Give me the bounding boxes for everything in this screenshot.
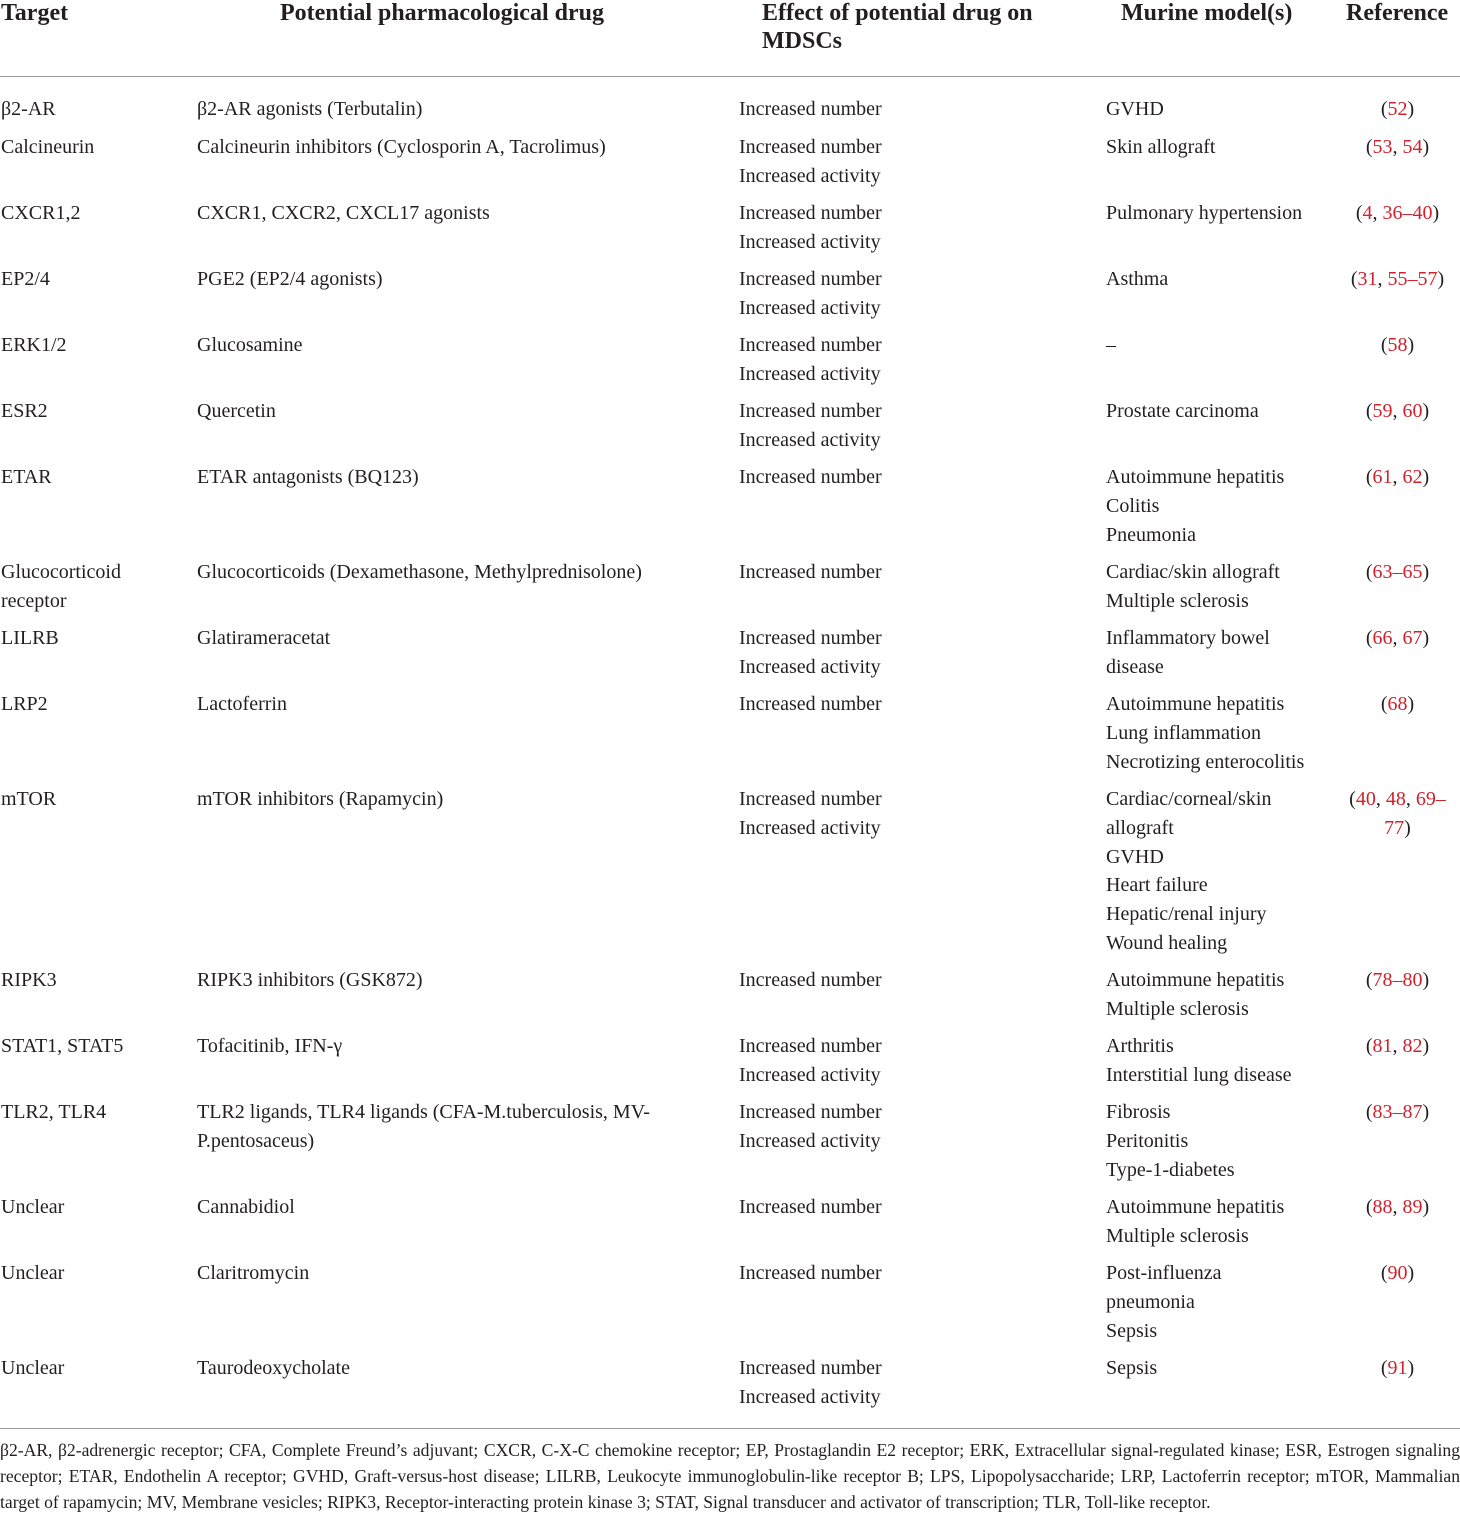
cell-model-line: Lung inflammation xyxy=(1106,721,1261,744)
reference-link[interactable]: 58 xyxy=(1387,334,1408,356)
cell-effect-line: Increased number xyxy=(739,788,882,810)
cell-model-line: Heart failure xyxy=(1106,874,1208,897)
cell-model-line: Arthritis xyxy=(1106,1035,1174,1057)
reference-link[interactable]: 83–87 xyxy=(1372,1101,1423,1123)
cell-drug xyxy=(197,690,697,719)
cell-effect xyxy=(739,558,1079,587)
cell-target-line: ERK1/2 xyxy=(1,334,67,356)
reference-punctuation: ) xyxy=(1422,1196,1430,1218)
cell-effect-line: Increased number xyxy=(739,693,882,715)
reference-punctuation: ( xyxy=(1355,202,1363,224)
reference-link[interactable]: 91 xyxy=(1387,1357,1408,1379)
cell-target xyxy=(1,1193,186,1222)
cell-drug-line: TLR2 ligands, TLR4 ligands (CFA-M.tuberculosis, MV- xyxy=(197,1101,650,1123)
cell-drug-line: Glucocorticoids (Dexamethasone, Methylprednisolone) xyxy=(197,561,642,583)
cell-model-line: Multiple sclerosis xyxy=(1106,1224,1249,1247)
cell-target-line: TLR2, TLR4 xyxy=(1,1101,107,1123)
cell-model-line: Wound healing xyxy=(1106,931,1228,954)
cell-effect-line: Increased number xyxy=(739,466,882,488)
cell-model-line: Type-1-diabetes xyxy=(1106,1158,1235,1181)
cell-model-line: Cardiac/skin allograft xyxy=(1106,561,1280,583)
header-rule xyxy=(0,76,1460,77)
reference-punctuation: ( xyxy=(1365,561,1373,583)
cell-drug-line: Lactoferrin xyxy=(197,693,287,715)
reference-punctuation: , xyxy=(1392,400,1403,422)
cell-model-line: Prostate carcinoma xyxy=(1106,400,1259,422)
cell-target-line: RIPK3 xyxy=(1,969,57,991)
cell-target-line: Unclear xyxy=(1,1357,65,1379)
reference-link[interactable]: 66 xyxy=(1372,627,1393,649)
reference-punctuation: ) xyxy=(1432,202,1440,224)
cell-effect xyxy=(739,1098,1079,1156)
cell-drug-line: Tofacitinib, IFN-γ xyxy=(197,1035,343,1057)
cell-drug-line: RIPK3 inhibitors (GSK872) xyxy=(197,969,423,991)
reference-link[interactable]: 40 xyxy=(1355,788,1376,810)
reference-link[interactable]: 60 xyxy=(1402,400,1423,422)
cell-drug xyxy=(197,463,697,492)
cell-target xyxy=(1,397,186,426)
reference-link[interactable]: 88 xyxy=(1372,1196,1393,1218)
reference-link[interactable]: 59 xyxy=(1372,400,1393,422)
cell-model-line: Colitis xyxy=(1106,494,1160,517)
reference-punctuation: , xyxy=(1372,202,1383,224)
reference-punctuation: ) xyxy=(1404,816,1411,839)
reference-punctuation: ) xyxy=(1437,268,1445,290)
cell-drug xyxy=(197,966,697,995)
reference-link[interactable]: 31 xyxy=(1357,268,1378,290)
reference-link[interactable]: 78–80 xyxy=(1372,969,1423,991)
table-footnote: β2-AR, β2-adrenergic receptor; CFA, Complete Freund’s adjuvant; CXCR, C-X-C chemokine receptor; EP, Prostaglandin E2 receptor; ERK, Extracellular signal-regulated kinase; ESR, Estrogen signaling receptor; ETAR, Endothelin A receptor; GVHD, Graft-versus-host disease; LILRB, Leukocyte immunoglobulin-like receptor B; LPS, Lipopolysaccharide; LRP, Lactoferrin receptor; mTOR, Mammalian target of rapamycin; MV, Membrane vesicles; RIPK3, Receptor-interacting protein kinase 3; STAT, Signal transducer and activator of transcription; TLR, Toll-like receptor. xyxy=(0,1440,1460,1512)
cell-model-line: Sepsis xyxy=(1106,1357,1158,1379)
cell-model-line: Pneumonia xyxy=(1106,523,1196,546)
reference-punctuation: , xyxy=(1405,788,1416,810)
cell-effect xyxy=(739,966,1079,995)
cell-reference xyxy=(1335,690,1460,719)
cell-effect-line: Increased number xyxy=(739,561,882,583)
reference-punctuation: ( xyxy=(1365,136,1373,158)
reference-punctuation: ) xyxy=(1422,561,1430,583)
reference-punctuation: ( xyxy=(1380,1262,1388,1284)
cell-model xyxy=(1106,95,1331,124)
reference-punctuation: ( xyxy=(1365,400,1373,422)
cell-effect xyxy=(739,133,1079,191)
reference-punctuation: ( xyxy=(1365,466,1373,488)
cell-effect-line: Increased number xyxy=(739,1035,882,1057)
reference-link[interactable]: 4 xyxy=(1362,202,1373,224)
cell-reference xyxy=(1335,199,1460,228)
cell-drug-line: Glucosamine xyxy=(197,334,303,356)
cell-target xyxy=(1,133,186,162)
bottom-rule xyxy=(0,1428,1460,1429)
cell-drug xyxy=(197,1032,697,1061)
reference-punctuation: ) xyxy=(1422,1035,1430,1057)
cell-model-line: – xyxy=(1106,334,1116,356)
cell-model-line: Hepatic/renal injury xyxy=(1106,903,1267,926)
reference-link[interactable]: 61 xyxy=(1372,466,1393,488)
cell-effect-line: Increased number xyxy=(739,1196,882,1218)
cell-target-line: CXCR1,2 xyxy=(1,202,81,224)
reference-punctuation: ( xyxy=(1350,268,1358,290)
cell-reference xyxy=(1335,265,1460,294)
cell-drug-line: Taurodeoxycholate xyxy=(197,1357,350,1379)
reference-link[interactable]: 54 xyxy=(1402,136,1423,158)
cell-effect xyxy=(739,785,1079,843)
cell-drug-line: β2-AR agonists (Terbutalin) xyxy=(197,98,423,120)
reference-link[interactable]: 82 xyxy=(1402,1035,1423,1057)
cell-effect-line: Increased number xyxy=(739,202,882,224)
cell-drug xyxy=(197,95,697,124)
reference-link[interactable]: 63–65 xyxy=(1372,561,1423,583)
cell-effect-line: Increased activity xyxy=(739,816,881,839)
cell-reference xyxy=(1335,558,1460,587)
reference-link[interactable]: 90 xyxy=(1387,1262,1408,1284)
cell-target-line: STAT1, STAT5 xyxy=(1,1035,124,1057)
cell-model xyxy=(1106,1098,1331,1184)
cell-drug-line: P.pentosaceus) xyxy=(197,1129,315,1152)
reference-link[interactable]: 53 xyxy=(1372,136,1393,158)
header-reference: Reference xyxy=(1346,0,1449,26)
cell-model xyxy=(1106,199,1331,228)
cell-drug xyxy=(197,785,697,814)
cell-model-line: Fibrosis xyxy=(1106,1101,1171,1123)
cell-target xyxy=(1,1259,186,1288)
header-target: Target xyxy=(1,0,69,26)
reference-punctuation: ( xyxy=(1365,627,1373,649)
cell-model xyxy=(1106,624,1331,682)
cell-drug-line: PGE2 (EP2/4 agonists) xyxy=(197,268,383,290)
cell-model-line: Pulmonary hypertension xyxy=(1106,202,1303,224)
header-effect: Effect of potential drug on MDSCs xyxy=(762,0,1033,54)
cell-target xyxy=(1,966,186,995)
cell-drug-line: mTOR inhibitors (Rapamycin) xyxy=(197,788,444,810)
cell-effect-line: Increased number xyxy=(739,1101,882,1123)
cell-reference xyxy=(1335,785,1460,843)
cell-effect xyxy=(739,95,1079,124)
reference-punctuation: ) xyxy=(1407,98,1415,120)
reference-punctuation: ( xyxy=(1365,1196,1373,1218)
cell-drug xyxy=(197,1259,697,1288)
cell-target-line: ETAR xyxy=(1,466,52,488)
cell-model-line: pneumonia xyxy=(1106,1290,1195,1313)
cell-effect xyxy=(739,199,1079,257)
cell-effect-line: Increased number xyxy=(739,268,882,290)
cell-target-line: β2-AR xyxy=(1,98,56,120)
cell-drug-line: Quercetin xyxy=(197,400,276,422)
cell-model xyxy=(1106,397,1331,426)
cell-drug-line: Glatirameracetat xyxy=(197,627,331,649)
cell-effect-line: Increased number xyxy=(739,334,882,356)
reference-punctuation: , xyxy=(1392,627,1403,649)
cell-model-line: Skin allograft xyxy=(1106,136,1216,158)
reference-punctuation: ( xyxy=(1365,969,1373,991)
cell-effect xyxy=(739,463,1079,492)
reference-punctuation: , xyxy=(1392,1035,1403,1057)
reference-punctuation: ) xyxy=(1407,334,1415,356)
cell-drug xyxy=(197,133,697,162)
cell-reference xyxy=(1335,331,1460,360)
cell-effect xyxy=(739,1193,1079,1222)
cell-effect xyxy=(739,624,1079,682)
reference-punctuation: , xyxy=(1392,466,1403,488)
cell-drug xyxy=(197,1098,697,1156)
cell-model xyxy=(1106,331,1331,360)
cell-model xyxy=(1106,966,1331,1024)
reference-punctuation: ) xyxy=(1407,1262,1415,1284)
cell-model xyxy=(1106,133,1331,162)
cell-drug-line: CXCR1, CXCR2, CXCL17 agonists xyxy=(197,202,490,224)
cell-effect xyxy=(739,690,1079,719)
reference-punctuation: , xyxy=(1375,788,1386,810)
cell-model-line: Autoimmune hepatitis xyxy=(1106,969,1285,991)
cell-model-line: allograft xyxy=(1106,816,1174,839)
cell-target xyxy=(1,1098,186,1127)
cell-target-line: receptor xyxy=(1,589,67,612)
cell-target xyxy=(1,690,186,719)
reference-punctuation: ( xyxy=(1365,1101,1373,1123)
reference-punctuation: , xyxy=(1392,136,1403,158)
cell-effect-line: Increased activity xyxy=(739,362,881,385)
cell-effect xyxy=(739,265,1079,323)
reference-punctuation: ( xyxy=(1349,788,1356,810)
cell-target xyxy=(1,331,186,360)
cell-model-line: Necrotizing enterocolitis xyxy=(1106,750,1305,773)
cell-effect-line: Increased number xyxy=(739,98,882,120)
cell-effect-line: Increased activity xyxy=(739,1063,881,1086)
cell-effect xyxy=(739,397,1079,455)
cell-model xyxy=(1106,1259,1331,1345)
cell-effect-line: Increased number xyxy=(739,1262,882,1284)
cell-drug xyxy=(197,624,697,653)
reference-punctuation: ( xyxy=(1380,98,1388,120)
reference-link[interactable]: 55–57 xyxy=(1387,268,1438,290)
cell-reference xyxy=(1335,95,1460,124)
cell-model-line: Cardiac/corneal/skin xyxy=(1106,788,1272,810)
cell-drug xyxy=(197,1354,697,1383)
cell-drug xyxy=(197,265,697,294)
reference-punctuation: ) xyxy=(1422,136,1430,158)
cell-model-line: Post-influenza xyxy=(1106,1262,1222,1284)
cell-reference xyxy=(1335,1193,1460,1222)
cell-reference xyxy=(1335,1032,1460,1061)
cell-model-line: Interstitial lung disease xyxy=(1106,1063,1292,1086)
cell-reference xyxy=(1335,1098,1460,1127)
reference-link[interactable]: 48 xyxy=(1385,788,1406,810)
cell-model-line: Autoimmune hepatitis xyxy=(1106,693,1285,715)
cell-effect-line: Increased activity xyxy=(739,1129,881,1152)
cell-model-line: Sepsis xyxy=(1106,1319,1158,1342)
cell-target-line: Glucocorticoid xyxy=(1,561,121,583)
reference-punctuation: , xyxy=(1377,268,1388,290)
cell-reference xyxy=(1335,397,1460,426)
reference-link[interactable]: 62 xyxy=(1402,466,1423,488)
cell-target xyxy=(1,199,186,228)
cell-effect-line: Increased activity xyxy=(739,230,881,253)
cell-model-line: Peritonitis xyxy=(1106,1129,1189,1152)
cell-model-line: Asthma xyxy=(1106,268,1169,290)
reference-punctuation: ( xyxy=(1380,1357,1388,1379)
reference-punctuation: ) xyxy=(1422,400,1430,422)
cell-target xyxy=(1,785,186,814)
cell-model-line: disease xyxy=(1106,655,1164,678)
cell-drug-line: Calcineurin inhibitors (Cyclosporin A, Tacrolimus) xyxy=(197,136,606,158)
header-model: Murine model(s) xyxy=(1121,0,1293,26)
reference-punctuation: ) xyxy=(1422,466,1430,488)
cell-model xyxy=(1106,265,1331,294)
cell-target xyxy=(1,558,186,616)
cell-target xyxy=(1,1032,186,1061)
cell-model-line: Autoimmune hepatitis xyxy=(1106,466,1285,488)
cell-model-line: Autoimmune hepatitis xyxy=(1106,1196,1285,1218)
cell-model xyxy=(1106,1354,1331,1383)
cell-target xyxy=(1,1354,186,1383)
cell-target-line: Unclear xyxy=(1,1262,65,1284)
reference-punctuation: ( xyxy=(1380,693,1388,715)
cell-effect xyxy=(739,331,1079,389)
cell-model xyxy=(1106,558,1331,616)
cell-drug xyxy=(197,331,697,360)
cell-effect-line: Increased number xyxy=(739,1357,882,1379)
cell-drug-line: Cannabidiol xyxy=(197,1196,295,1218)
cell-target-line: ESR2 xyxy=(1,400,48,422)
cell-target-line: Unclear xyxy=(1,1196,65,1218)
cell-effect-line: Increased number xyxy=(739,400,882,422)
cell-reference xyxy=(1335,1259,1460,1288)
cell-reference xyxy=(1335,624,1460,653)
reference-link[interactable]: 36–40 xyxy=(1382,202,1433,224)
cell-effect-line: Increased activity xyxy=(739,296,881,319)
cell-target xyxy=(1,624,186,653)
reference-link[interactable]: 67 xyxy=(1402,627,1423,649)
cell-effect-line: Increased number xyxy=(739,969,882,991)
cell-effect-line: Increased activity xyxy=(739,428,881,451)
reference-punctuation: ) xyxy=(1422,969,1430,991)
cell-target-line: LILRB xyxy=(1,627,59,649)
reference-punctuation: , xyxy=(1392,1196,1403,1218)
reference-link[interactable]: 52 xyxy=(1387,98,1408,120)
cell-effect-line: Increased activity xyxy=(739,655,881,678)
reference-link[interactable]: 68 xyxy=(1387,693,1408,715)
reference-punctuation: ) xyxy=(1407,693,1415,715)
cell-effect-line: Increased number xyxy=(739,136,882,158)
reference-link[interactable]: 81 xyxy=(1372,1035,1393,1057)
cell-model xyxy=(1106,463,1331,549)
cell-model xyxy=(1106,1032,1331,1090)
cell-target-line: EP2/4 xyxy=(1,268,50,290)
cell-model-line: GVHD xyxy=(1106,845,1164,868)
cell-target xyxy=(1,95,186,124)
cell-drug xyxy=(197,1193,697,1222)
cell-reference xyxy=(1335,1354,1460,1383)
cell-effect-line: Increased activity xyxy=(739,1385,881,1408)
header-drug: Potential pharmacological drug xyxy=(280,0,604,26)
cell-target xyxy=(1,265,186,294)
cell-effect xyxy=(739,1259,1079,1288)
cell-drug-line: ETAR antagonists (BQ123) xyxy=(197,466,419,488)
cell-drug xyxy=(197,397,697,426)
cell-model xyxy=(1106,1193,1331,1251)
cell-model xyxy=(1106,785,1331,958)
cell-effect-line: Increased number xyxy=(739,627,882,649)
cell-model-line: Multiple sclerosis xyxy=(1106,997,1249,1020)
cell-target-line: Calcineurin xyxy=(1,136,95,158)
reference-link[interactable]: 89 xyxy=(1402,1196,1423,1218)
cell-model-line: GVHD xyxy=(1106,98,1164,120)
cell-effect xyxy=(739,1032,1079,1090)
cell-target-line: LRP2 xyxy=(1,693,48,715)
cell-reference xyxy=(1335,133,1460,162)
cell-target-line: mTOR xyxy=(1,788,57,810)
cell-drug xyxy=(197,558,697,587)
table-header xyxy=(0,0,1460,76)
cell-model-line: Inflammatory bowel xyxy=(1106,627,1270,649)
cell-effect-line: Increased activity xyxy=(739,164,881,187)
reference-punctuation: ) xyxy=(1422,1101,1430,1123)
reference-punctuation: ( xyxy=(1380,334,1388,356)
cell-effect xyxy=(739,1354,1079,1412)
cell-model-line: Multiple sclerosis xyxy=(1106,589,1249,612)
reference-link[interactable]: 69– xyxy=(1415,788,1446,810)
reference-link[interactable]: 77 xyxy=(1384,816,1405,839)
cell-reference xyxy=(1335,463,1460,492)
reference-punctuation: ) xyxy=(1407,1357,1415,1379)
cell-reference xyxy=(1335,966,1460,995)
cell-target xyxy=(1,463,186,492)
cell-model xyxy=(1106,690,1331,776)
cell-drug xyxy=(197,199,697,228)
reference-punctuation: ) xyxy=(1422,627,1430,649)
cell-drug-line: Claritromycin xyxy=(197,1262,310,1284)
reference-punctuation: ( xyxy=(1365,1035,1373,1057)
